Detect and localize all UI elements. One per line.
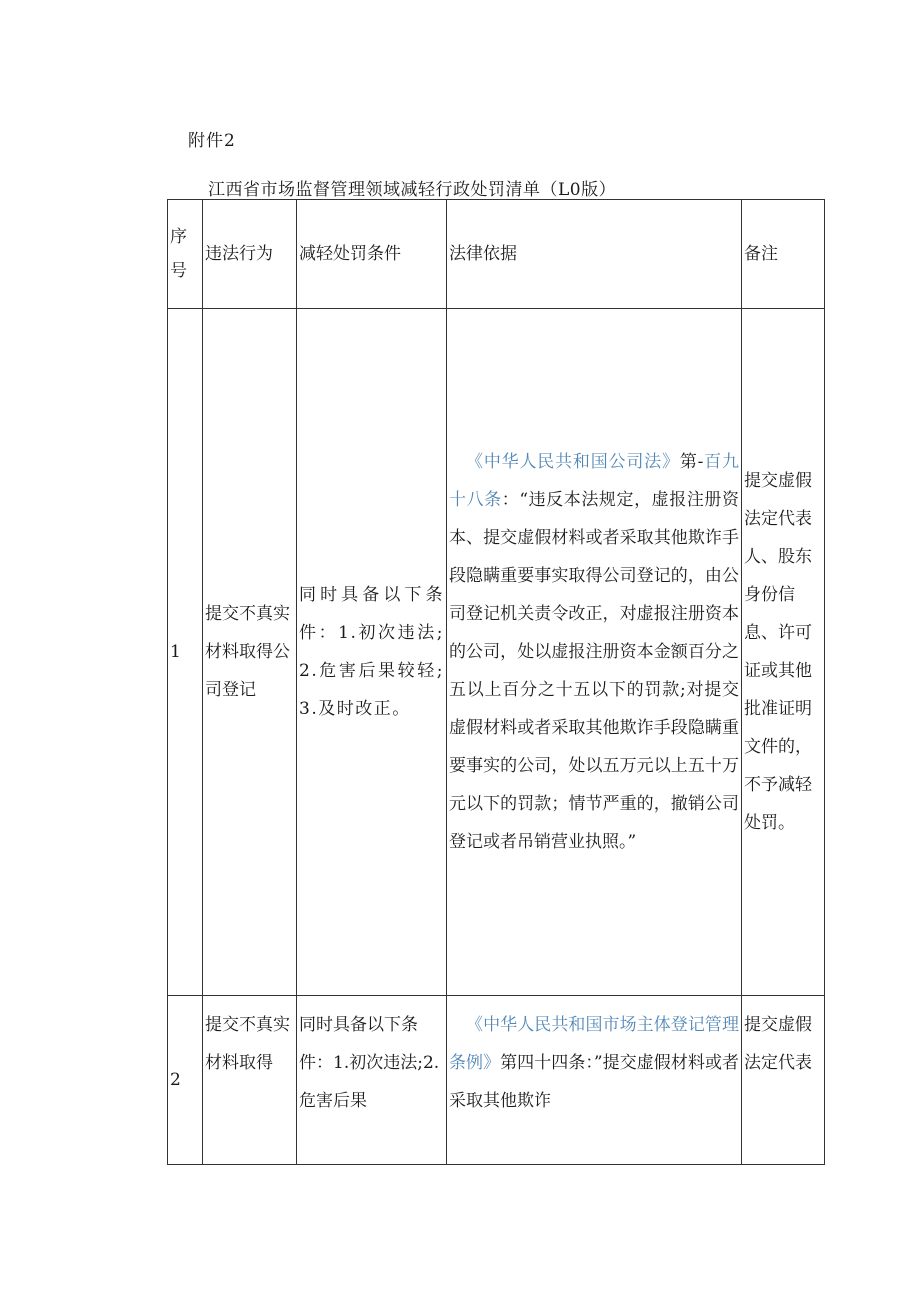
row-conditions: 同时具备以下条件：1.初次违法;2.危害后果较轻;3.及时改正。 [297,309,447,996]
law-citation-link[interactable]: 《中华人民共和国市场主体登记管理条例》 [449,1015,739,1073]
header-conditions: 减轻处罚条件 [297,200,447,309]
row-violation-text: 提交不真实材料取得 [205,1015,290,1073]
header-no: 序号 [168,200,203,309]
law-citation-text: 第四十四条：”提交虚假材料或者采取其他欺诈 [449,1053,739,1111]
table-row [168,996,825,1165]
penalty-list-table [167,199,825,1165]
law-article-text: ：“违反本法规定，虚报注册资本、提交虚假材料或者采取其他欺诈手段隐瞒重要事实取得公司登记的，由公司登记机关责令改正，对虚报注册资本的公司，处以虚报注册资本金额百分之五以上百分之十五以下的罚款;对提交虚假材料或者采取其他欺诈手段隐瞒重要事实的公司，处以五万元以上五十万元以下的罚款；情节严重的，撤销公司登记或者吊销营业执照。” [449,490,739,852]
header-violation: 违法行为 [203,200,297,309]
header-remarks: 备注 [742,200,825,309]
row-remarks: 提交虚假法定代表人、股东身份信息、许可证或其他批准证明文件的，不予减轻处罚。 [742,309,825,996]
row-conditions [297,996,447,1165]
row-conditions-text: 同时具备以下条件：1.初次违法;2.危害后果 [299,1015,440,1111]
table-header-row [168,200,825,309]
attachment-label: 附件2 [188,131,236,151]
row-legal-basis [447,309,742,996]
row-remarks [742,996,825,1165]
law-citation-text: 第- [679,452,704,472]
document-title: 江西省市场监督管理领域减轻行政处罚清单（L0版） [208,180,617,200]
row-no: 1 [168,309,203,996]
row-no: 2 [168,996,203,1165]
table-row [168,309,825,996]
row-legal-basis [447,996,742,1165]
row-violation [203,996,297,1165]
row-remarks-text: 提交虚假法定代表 [744,1015,812,1073]
law-article-link[interactable]: 百九十八条 [449,452,740,510]
law-citation-link[interactable]: 《中华人民共和国公司法》 [466,452,680,472]
row-violation: 提交不真实材料取得公司登记 [203,309,297,996]
header-legal-basis: 法律依据 [447,200,742,309]
